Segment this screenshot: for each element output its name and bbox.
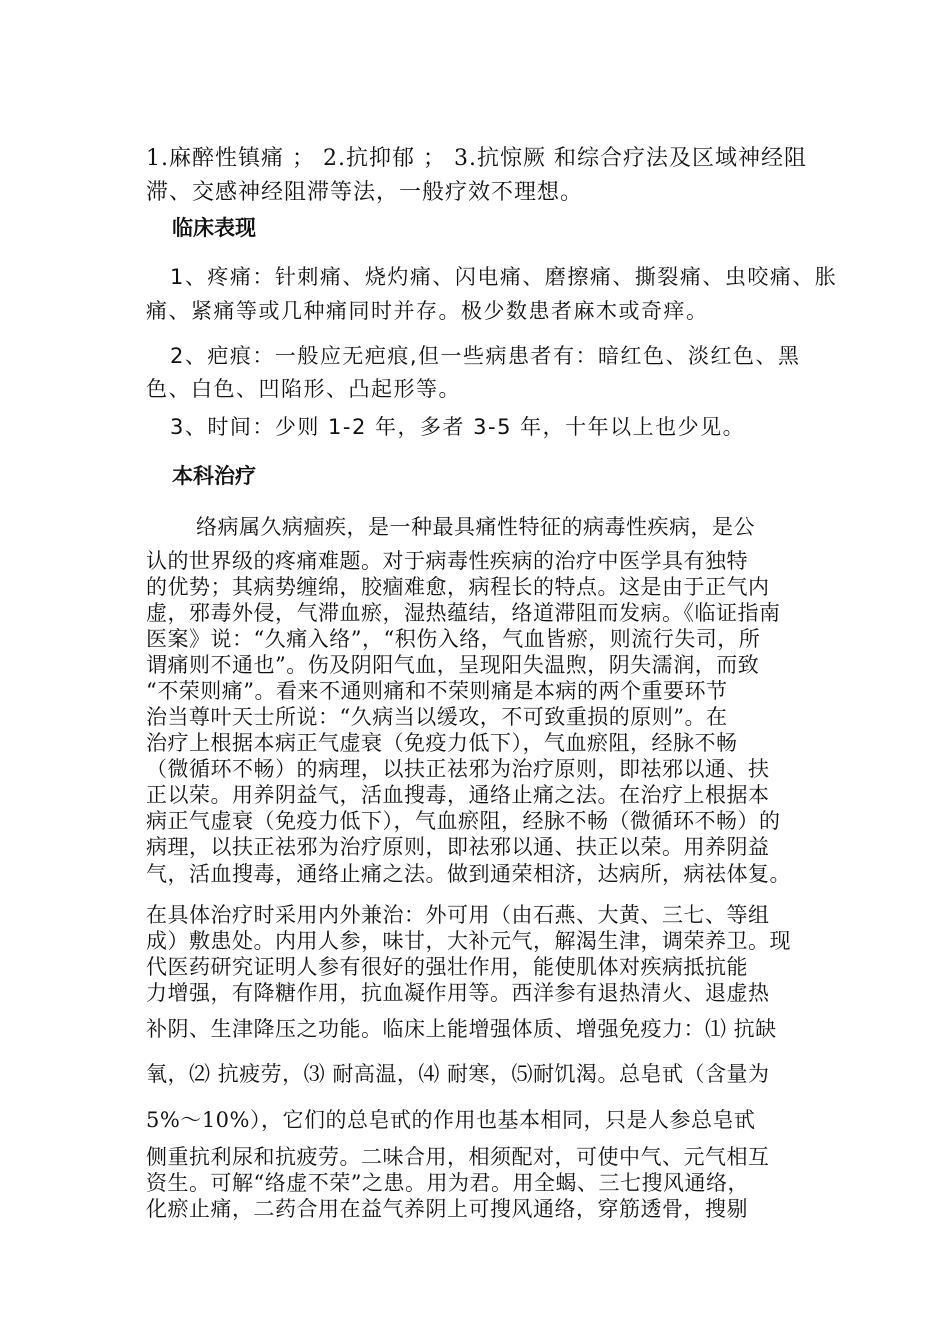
intro-line: 滞、交感神经阻滞等法，一般疗效不理想。 (146, 180, 584, 205)
treatment-line: 治疗上根据本病正气虚衰（免疫力低下），气血瘀阻，经脉不畅 (146, 731, 738, 755)
clinical-line: 痛、紧痛等或几种痛同时并存。极少数患者麻木或奇痒。 (146, 299, 709, 323)
treatment-line: （微循环不畅）的病理，以扶正祛邪为治疗原则，即祛邪以通、扶 (146, 757, 770, 781)
clinical-line: 1、疼痛：针刺痛、烧灼痛、闪电痛、磨擦痛、撕裂痛、虫咬痛、胀 (170, 265, 838, 289)
treatment-line: 虚，邪毒外侵，气滞血瘀，湿热蕴结，络道滞阻而发病。《临证指南 (146, 601, 781, 625)
treatment-line: 气，活血搜毒，通络止痛之法。做到通荣相济，达病所，病祛体复。 (146, 862, 791, 886)
treatment-line: 侧重抗利尿和抗疲劳。二味合用，相须配对，可使中气、元气相互 (146, 1145, 770, 1169)
treatment-line: 代医药研究证明人参有很好的强壮作用，能使肌体对疾病抵抗能 (146, 955, 748, 979)
treatment-line: 氧，⑵ 抗疲劳，⑶ 耐高温，⑷ 耐寒，⑸耐饥渴。总皂甙（含量为 (146, 1062, 770, 1086)
clinical-line: 2、疤痕：一般应无疤痕,但一些病患者有：暗红色、淡红色、黑 (170, 344, 801, 368)
treatment-line: 正以荣。用养阴益气，活血搜毒，通络止痛之法。在治疗上根据本 (146, 783, 770, 807)
section-heading-clinical: 临床表现 (172, 216, 256, 240)
treatment-line: 成）敷患处。内用人参，味甘，大补元气，解渴生津，调荣养卫。现 (146, 929, 791, 953)
treatment-line: 化瘀止痛，二药合用在益气养阴上可搜风通络，穿筋透骨，搜剔 (146, 1197, 748, 1221)
intro-line: 1.麻醉性镇痛 ； 2.抗抑郁 ； 3.抗惊厥 和综合疗法及区域神经阻 (146, 146, 807, 171)
treatment-line: 在具体治疗时采用内外兼治：外可用（由石燕、大黄、三七、等组 (146, 903, 770, 927)
treatment-line: 治当尊叶天士所说：“久病当以缓攻，不可致重损的原则”。在 (146, 705, 728, 729)
treatment-line: 的优势；其病势缠绵，胶痼难愈，病程长的特点。这是由于正气内 (146, 575, 770, 599)
treatment-line: 资生。可解“络虚不荣”之患。用为君。用全蝎、三七搜风通络， (146, 1171, 749, 1195)
treatment-line: 医案》说：“久痛入络”，“积伤入络，气血皆瘀，则流行失司，所 (146, 627, 761, 651)
treatment-line: 认的世界级的疼痛难题。对于病毒性疾病的治疗中医学具有独特 (146, 549, 748, 573)
treatment-line: 力增强，有降糖作用，抗血凝作用等。西洋参有退热清火、退虚热 (146, 981, 770, 1005)
treatment-line: 络病属久病痼疾，是一种最具痛性特征的病毒性疾病，是公 (196, 515, 755, 539)
treatment-line: 5%～10%），它们的总皂甙的作用也基本相同，只是人参总皂甙 (146, 1108, 756, 1132)
treatment-line: 病理，以扶正祛邪为治疗原则，即祛邪以通、扶正以荣。用养阴益 (146, 835, 770, 859)
treatment-line: “不荣则痛”。看来不通则痛和不荣则痛是本病的两个重要环节 (146, 679, 728, 703)
clinical-line: 3、时间：少则 1-2 年，多者 3-5 年，十年以上也少见。 (170, 415, 746, 439)
treatment-line: 病正气虚衰（免疫力低下），气血瘀阻，经脉不畅（微循环不畅）的 (146, 809, 781, 833)
treatment-line: 补阴、生津降压之功能。临床上能增强体质、增强免疫力：⑴ 抗缺 (146, 1017, 777, 1041)
clinical-line: 色、白色、凹陷形、凸起形等。 (146, 377, 461, 401)
treatment-line: 谓痛则不通也”。伤及阴阳气血，呈现阳失温煦，阴失濡润，而致 (146, 653, 760, 677)
section-heading-treatment: 本科治疗 (172, 464, 256, 488)
